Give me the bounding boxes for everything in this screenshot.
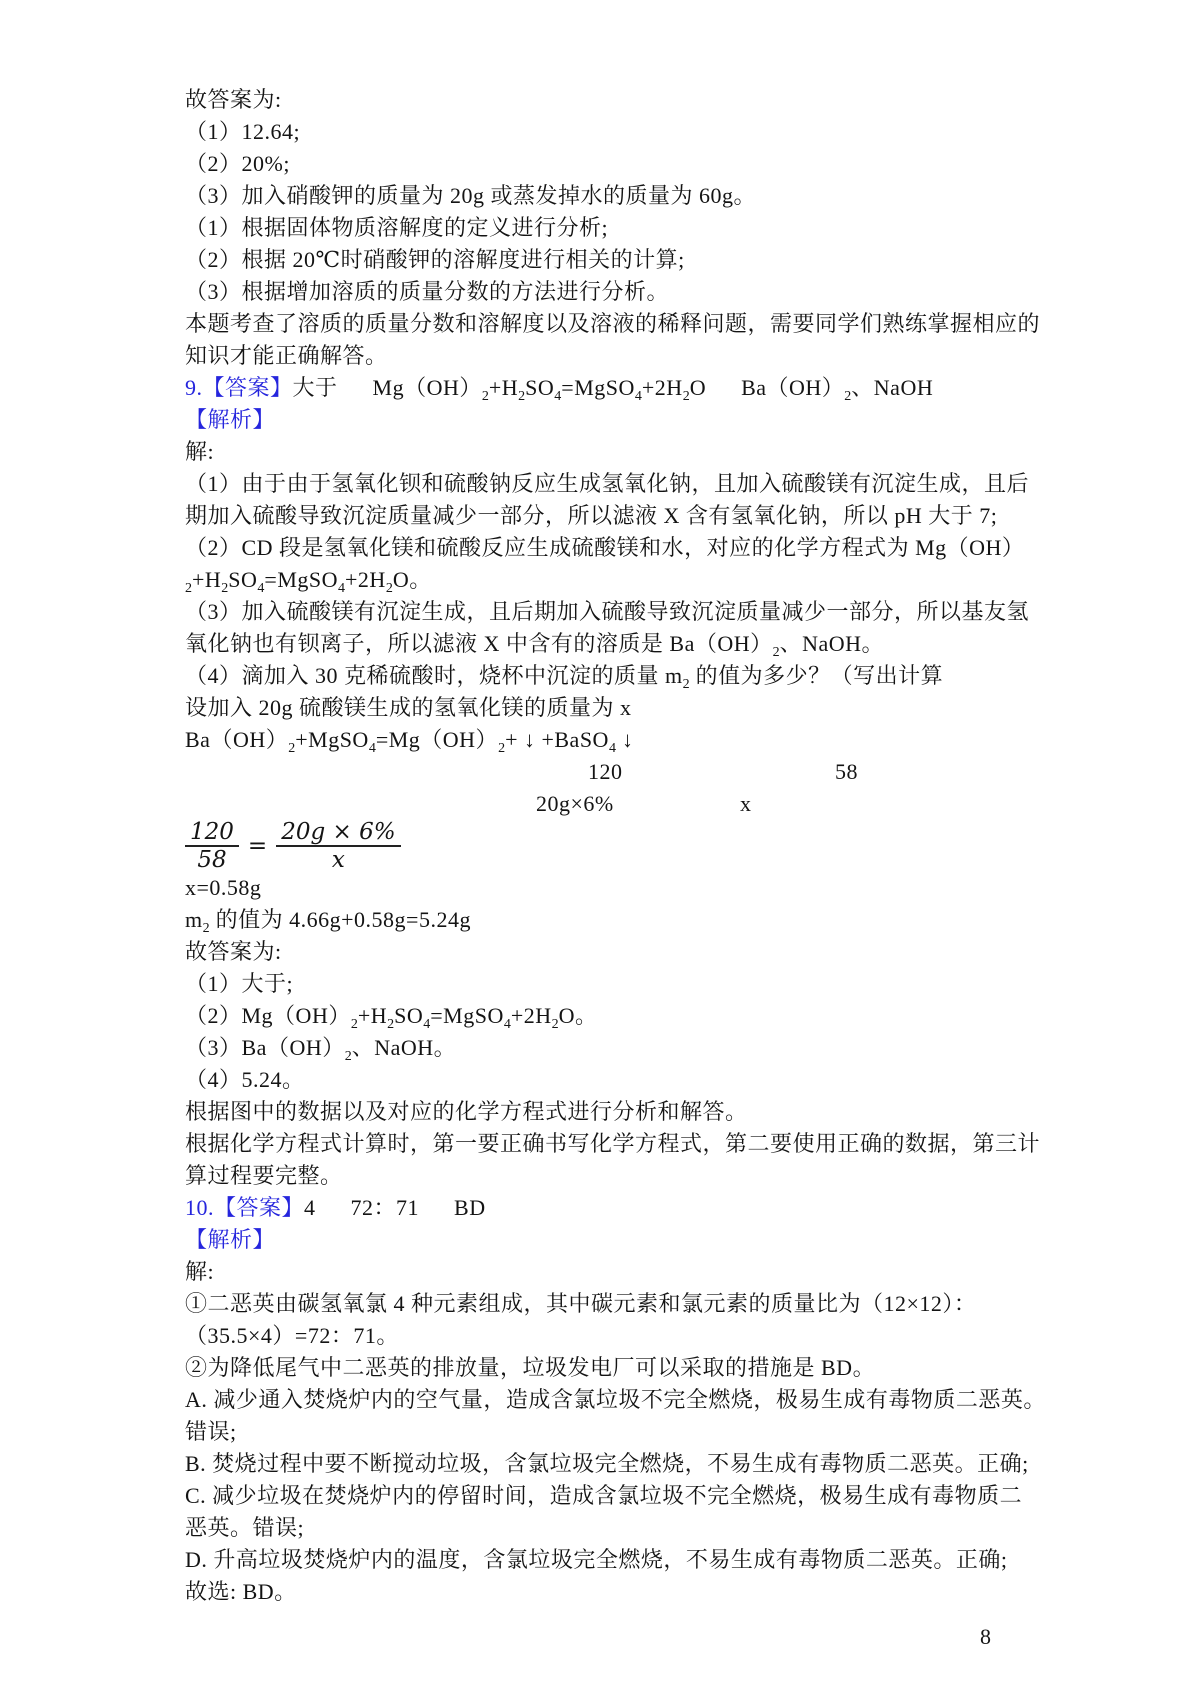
text-segment: （1）由于由于氢氧化钡和硫酸钠反应生成氢氧化钠，且加入硫酸镁有沉淀生成，且后 [185, 471, 1030, 496]
text-segment: ①二恶英由碳氢氧氯 4 种元素组成，其中碳元素和氯元素的质量比为（12×12）： [185, 1291, 977, 1316]
text-segment: （4）滴加入 30 克稀硫酸时，烧杯中沉淀的质量 $m_2$ 的值为多少？（写出计算 [185, 663, 944, 692]
text-line [185, 1256, 1015, 1288]
text-segment: （3）加入硝酸钾的质量为 20g 或蒸发掉水的质量为 60g。 [185, 183, 757, 208]
text-line [185, 1032, 1015, 1064]
text-line [185, 1352, 1015, 1384]
text-segment: 算过程要完整。 [185, 1163, 343, 1188]
text-line [185, 212, 1015, 244]
text-segment: 故答案为: [185, 87, 282, 112]
equation-fraction [185, 820, 1015, 872]
text-line [185, 1160, 1015, 1192]
text-segment: $(2)Mg(OH)_2+H_2SO_4=MgSO_4+2H_2O$。 [185, 1003, 598, 1032]
text-segment: 解: [185, 439, 215, 464]
text-line [185, 1416, 1015, 1448]
text-segment: $m_2$ 的值为 4.66g+0.58g=5.24g [185, 907, 471, 936]
document-body [185, 84, 1046, 1608]
text-line [185, 1192, 1015, 1224]
text-segment: D. 升高垃圾焚烧炉内的温度，含氯垃圾完全燃烧，不易生成有毒物质二恶英。正确; [185, 1547, 1008, 1572]
text-segment: 【解析】 [185, 407, 276, 432]
text-line [185, 1096, 1015, 1128]
text-line [185, 404, 1015, 436]
text-line [185, 468, 1030, 500]
text-line [185, 1576, 1015, 1608]
text-segment: 知识才能正确解答。 [185, 343, 388, 368]
text-line [185, 372, 1015, 404]
text-segment: 设加入 20g 硫酸镁生成的氢氧化镁的质量为 x [185, 695, 632, 720]
text-segment: （1）12.64; [185, 119, 301, 144]
text-line [185, 968, 1015, 1000]
text-segment: $Mg(OH)_2+H_2SO_4=MgSO_4+2H_2O$ [372, 375, 707, 404]
text-line [185, 724, 1015, 756]
text-segment: （2）20%; [185, 151, 290, 176]
text-line [185, 276, 1015, 308]
text-segment: 本题考查了溶质的质量分数和溶解度以及溶液的稀释问题，需要同学们熟练掌握相应的 [185, 311, 1041, 336]
text-segment: （1）根据固体物质溶解度的定义进行分析; [185, 215, 609, 240]
text-line [185, 148, 1015, 180]
text-segment: 【解析】 [185, 1227, 276, 1252]
text-segment: x [740, 791, 752, 816]
text-line [185, 1224, 1015, 1256]
text-segment: 解: [185, 1259, 215, 1284]
text-line [185, 564, 1015, 596]
text-segment: （3）根据增加溶质的质量分数的方法进行分析。 [185, 279, 670, 304]
text-line [185, 1544, 1015, 1576]
text-line [185, 1448, 1029, 1480]
text-segment: 根据化学方程式计算时，第一要正确书写化学方程式，第二要使用正确的数据，第三计 [185, 1131, 1041, 1156]
text-segment: （35.5×4）=72：71。 [185, 1323, 399, 1348]
text-line [185, 936, 1015, 968]
text-segment: C. 减少垃圾在焚烧炉内的停留时间，造成含氯垃圾不完全燃烧，极易生成有毒物质二 [185, 1483, 1023, 1508]
text-line [185, 180, 1015, 212]
text-segment: 72：71 [350, 1195, 420, 1220]
text-segment: B. 焚烧过程中要不断搅动垃圾，含氯垃圾完全燃烧，不易生成有毒物质二恶英。正确; [185, 1451, 1029, 1476]
text-line [185, 904, 1015, 936]
text-line [185, 756, 1015, 788]
text-line [185, 692, 1015, 724]
text-segment: 故选: BD。 [185, 1579, 297, 1604]
text-line [185, 436, 1015, 468]
text-line [185, 872, 1015, 904]
text-segment: $(3)Ba(OH)_2$、NaOH。 [185, 1035, 457, 1064]
fraction-right: $\frac{20g \times 6\%}{x}$ [276, 819, 400, 873]
text-line [185, 1288, 1015, 1320]
text-line [185, 628, 1015, 660]
text-segment: $_2+H_2SO_4=MgSO_4+2H_2O$。 [185, 567, 432, 596]
text-segment: ②为降低尾气中二恶英的排放量，垃圾发电厂可以采取的措施是 BD。 [185, 1355, 876, 1380]
text-segment: 10.【答案】 [185, 1195, 305, 1220]
text-segment: （2）根据 20℃时硝酸钾的溶解度进行相关的计算; [185, 247, 685, 272]
text-line [185, 1480, 1023, 1512]
text-line [185, 340, 1015, 372]
text-line [185, 1384, 1046, 1416]
equals-sign: = [247, 833, 268, 859]
text-line [185, 1128, 1041, 1160]
text-segment: 58 [835, 759, 858, 784]
text-segment: A. 减少通入焚烧炉内的空气量，造成含氯垃圾不完全燃烧，极易生成有毒物质二恶英。 [185, 1387, 1046, 1412]
page-number: 8 [980, 1624, 991, 1649]
text-line [185, 1512, 1015, 1544]
text-segment: 错误; [185, 1419, 237, 1444]
text-line [185, 1000, 1015, 1032]
text-line [185, 1320, 1015, 1352]
text-segment: 4 [304, 1195, 316, 1220]
text-segment: 大于 [292, 375, 338, 400]
text-line [185, 308, 1041, 340]
text-segment: （1）大于; [185, 971, 294, 996]
text-segment: 恶英。错误; [185, 1515, 305, 1540]
text-line [185, 1064, 1015, 1096]
text-line [185, 788, 1015, 820]
text-segment: 故答案为: [185, 939, 282, 964]
text-segment: 9.【答案】 [185, 375, 293, 400]
text-line [185, 660, 1015, 692]
text-segment: BD [454, 1195, 486, 1220]
text-segment: 氧化钠也有钡离子，所以滤液 X 中含有的溶质是 $Ba(OH)_2$、NaOH。 [185, 631, 885, 660]
text-segment: 根据图中的数据以及对应的化学方程式进行分析和解答。 [185, 1099, 748, 1124]
text-segment: 20g×6% [536, 791, 614, 816]
text-line [185, 532, 1025, 564]
fraction-left: $\frac{120}{58}$ [185, 819, 239, 873]
text-line [185, 244, 1015, 276]
text-segment: （3）加入硫酸镁有沉淀生成，且后期加入硫酸导致沉淀质量减少一部分，所以基友氢 [185, 599, 1030, 624]
text-segment: 120 [588, 759, 623, 784]
text-line [185, 84, 1015, 116]
text-segment: （2）CD 段是氢氧化镁和硫酸反应生成硫酸镁和水，对应的化学方程式为 Mg（OH） [185, 535, 1025, 560]
text-segment: $Ba(OH)_2$、NaOH [741, 375, 934, 404]
text-line [185, 596, 1030, 628]
text-segment: 期加入硫酸导致沉淀质量减少一部分，所以滤液 X 含有氢氧化钠，所以 pH 大于 7; [185, 503, 998, 528]
text-segment: （4）5.24。 [185, 1067, 305, 1092]
text-line [185, 500, 1015, 532]
text-segment: $Ba(OH)_2+MgSO_4=Mg(OH)_2+$ ↓ +BaSO$_4$ ↓ [185, 727, 634, 756]
text-segment: x=0.58g [185, 875, 262, 900]
text-line [185, 116, 1015, 148]
